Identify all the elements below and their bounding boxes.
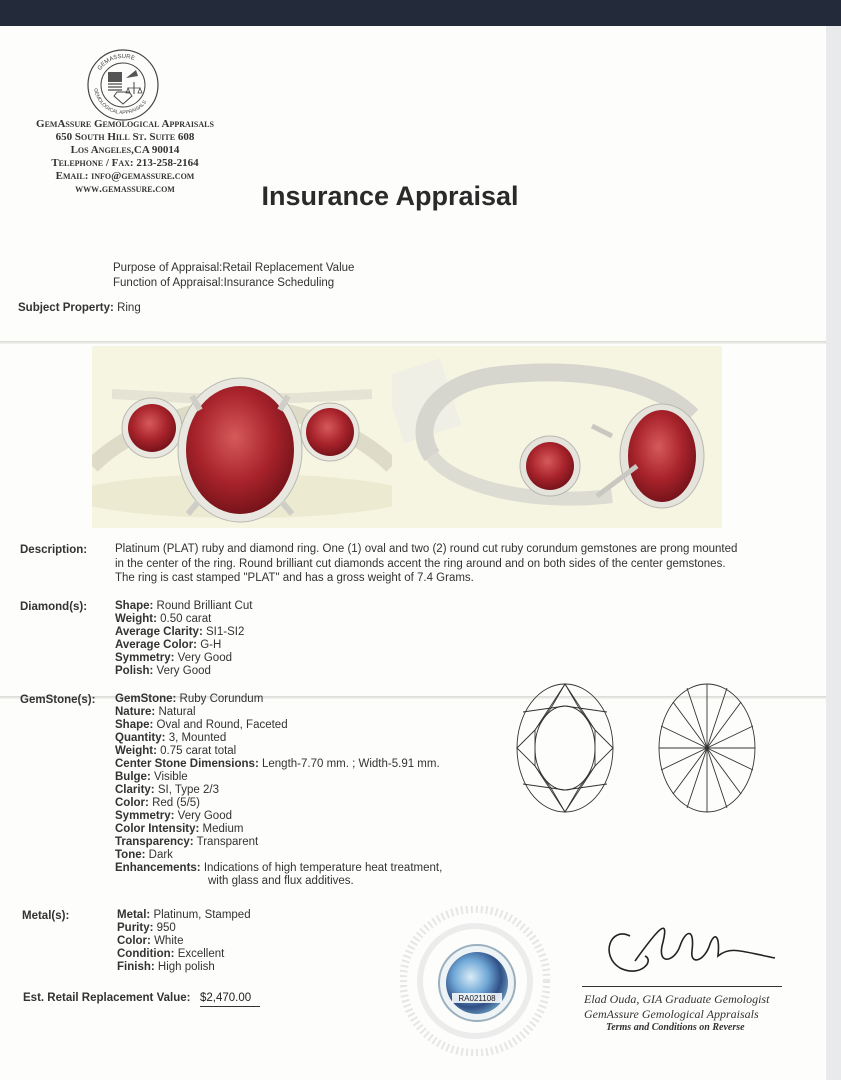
appraiser-name: Elad Ouda, GIA Graduate Gemologist <box>584 992 770 1006</box>
diamond-detail-row: Average Color: G-H <box>115 639 222 651</box>
diamond-detail-row: Polish: Very Good <box>115 665 211 677</box>
company-email: Email: info@gemassure.com <box>55 170 195 182</box>
gemstone-detail-row: Bulge: Visible <box>115 771 188 783</box>
oval-crown-diagram <box>515 682 615 814</box>
oval-pavilion-diagram <box>657 682 757 814</box>
signature-line <box>582 986 782 987</box>
gemstone-detail-row: Shape: Oval and Round, Faceted <box>115 719 288 731</box>
company-phone: Telephone / Fax: 213-258-2164 <box>51 157 199 169</box>
company-address-line1: 650 South Hill St. Suite 608 <box>55 131 195 143</box>
ring-side-photo <box>392 346 722 528</box>
svg-text:GEMASSURE: GEMASSURE <box>96 53 136 72</box>
gemassure-seal-logo <box>86 48 160 122</box>
gemstone-detail-row: Quantity: 3, Mounted <box>115 732 227 744</box>
fold-line <box>0 341 826 344</box>
appraisal-document <box>0 26 826 1080</box>
metal-details <box>117 909 251 974</box>
metal-detail-row: Color: White <box>117 935 184 947</box>
page-edge <box>826 26 841 1080</box>
document-title: Insurance Appraisal <box>261 181 519 211</box>
gemstone-detail-row: Enhancements: Indications of high temperature heat treatment, <box>115 862 443 874</box>
diamond-detail-row: Symmetry: Very Good <box>115 652 232 664</box>
gemstone-detail-row: with glass and flux additives. <box>208 875 354 887</box>
metal-detail-row: Condition: Excellent <box>117 948 225 960</box>
gemstone-detail-row: GemStone: Ruby Corundum <box>115 693 264 705</box>
gemstone-details <box>115 693 442 888</box>
subject-value: Ring <box>117 302 141 314</box>
hologram-code: RA021108 <box>458 994 496 1003</box>
gemstone-detail-row: Nature: Natural <box>115 706 196 718</box>
gemstone-detail-row: Color Intensity: Medium <box>115 823 244 835</box>
appraiser-signature <box>600 906 780 986</box>
svg-text:GEMOLOGICAL APPRAISALS: GEMOLOGICAL APPRAISALS <box>92 87 149 117</box>
gemstone-detail-row: Weight: 0.75 carat total <box>115 745 237 757</box>
function-line: Function of Appraisal:Insurance Scheduling <box>113 277 335 289</box>
retail-value-amount: $2,470.00 <box>200 992 260 1007</box>
diamond-detail-row: Weight: 0.50 carat <box>115 613 212 625</box>
gemstone-detail-row: Clarity: SI, Type 2/3 <box>115 784 219 796</box>
gemstone-detail-row: Symmetry: Very Good <box>115 810 232 822</box>
terms-note: Terms and Conditions on Reverse <box>606 1022 745 1033</box>
subject-property <box>18 302 141 315</box>
description-line: The ring is cast stamped "PLAT" and has a gross weight of 7.4 Grams. <box>115 572 474 584</box>
hologram-seal <box>400 906 550 1056</box>
description-line: Platinum (PLAT) ruby and diamond ring. One (1) oval and two (2) round cut ruby corundum gemstones are prong mounted <box>115 543 738 555</box>
company-name: GemAssure Gemological Appraisals <box>36 118 214 130</box>
retail-value-label: Est. Retail Replacement Value: <box>23 992 191 1004</box>
metal-label: Metal(s): <box>22 910 70 922</box>
appraiser-company: GemAssure Gemological Appraisals <box>584 1007 759 1021</box>
gemstone-detail-row: Tone: Dark <box>115 849 173 861</box>
diamond-details <box>115 600 252 678</box>
description-text <box>115 542 737 586</box>
company-address-line2: Los Angeles,CA 90014 <box>70 144 180 156</box>
ring-front-photo <box>92 346 392 528</box>
description-label: Description: <box>20 544 88 556</box>
purpose-line: Purpose of Appraisal:Retail Replacement Value <box>113 262 355 274</box>
metal-detail-row: Finish: High polish <box>117 961 215 973</box>
gemstone-detail-row: Transparency: Transparent <box>115 836 259 848</box>
diamond-detail-row: Average Clarity: SI1-SI2 <box>115 626 245 638</box>
metal-detail-row: Metal: Platinum, Stamped <box>117 909 251 921</box>
diamonds-label: Diamond(s): <box>20 601 88 613</box>
gemstone-detail-row: Color: Red (5/5) <box>115 797 200 809</box>
company-website: www.gemassure.com <box>75 183 175 195</box>
gemstones-label: GemStone(s): <box>20 694 96 706</box>
description-line: in the center of the ring. Round brilliant cut diamonds accent the ring around and on both sides of the center gemstones. <box>115 557 726 570</box>
metal-detail-row: Purity: 950 <box>117 922 176 934</box>
subject-label: Subject Property: <box>18 302 114 314</box>
gemstone-detail-row: Center Stone Dimensions: Length-7.70 mm. ; Width-5.91 mm. <box>115 758 440 770</box>
diamond-detail-row: Shape: Round Brilliant Cut <box>115 600 253 612</box>
